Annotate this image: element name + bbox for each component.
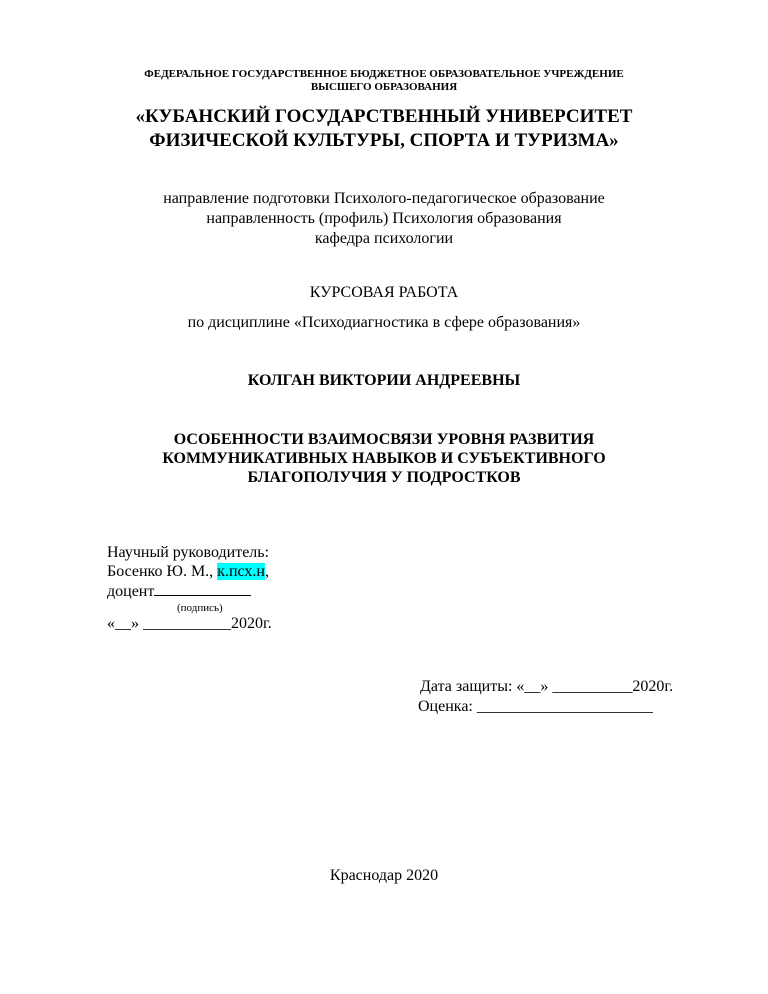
- defense-block: [420, 677, 673, 717]
- supervisor-degree-suffix: ,: [264, 563, 269, 580]
- work-title-line-1: ОСОБЕННОСТИ ВЗАИМОСВЯЗИ УРОВНЯ РАЗВИТИЯ: [173, 431, 595, 448]
- institution-header: [0, 68, 768, 94]
- supervisor-name: Босенко Ю. М.,: [107, 563, 218, 580]
- defense-grade: Оценка: ______________________: [418, 698, 653, 715]
- discipline: по дисциплине «Психодиагностика в сфере образования»: [187, 314, 581, 331]
- signature-caption: (подпись): [177, 602, 223, 614]
- city-year: Краснодар 2020: [329, 867, 439, 884]
- university-line-1: «КУБАНСКИЙ ГОСУДАРСТВЕННЫЙ УНИВЕРСИТЕТ: [135, 106, 633, 127]
- institution-line-1: ФЕДЕРАЛЬНОЕ ГОСУДАРСТВЕННОЕ БЮДЖЕТНОЕ ОБРАЗОВАТЕЛЬНОЕ УЧРЕЖДЕНИЕ: [144, 68, 624, 80]
- supervisor-position: доцент: [107, 583, 155, 600]
- supervisor-block: [107, 543, 272, 633]
- department: кафедра психологии: [314, 230, 454, 247]
- supervisor-date: «__» ___________2020г.: [107, 615, 272, 632]
- signature-line: [154, 581, 251, 596]
- work-title: [0, 430, 768, 487]
- supervisor-name-line: [107, 562, 272, 581]
- work-type: КУРСОВАЯ РАБОТА: [309, 284, 459, 301]
- program-profile: направленность (профиль) Психология образования: [206, 210, 562, 227]
- university-name: [0, 105, 768, 153]
- defense-date: Дата защиты: «__» __________2020г.: [420, 678, 674, 695]
- supervisor-label: Научный руководитель:: [107, 544, 270, 561]
- institution-line-2: ВЫСШЕГО ОБРАЗОВАНИЯ: [310, 81, 458, 93]
- work-title-line-2: КОММУНИКАТИВНЫХ НАВЫКОВ И СУБЪЕКТИВНОГО: [162, 450, 606, 467]
- university-line-2: ФИЗИЧЕСКОЙ КУЛЬТУРЫ, СПОРТА И ТУРИЗМА»: [149, 130, 619, 151]
- supervisor-degree: к.псх.н: [217, 563, 265, 580]
- work-title-line-3: БЛАГОПОЛУЧИЯ У ПОДРОСТКОВ: [247, 469, 521, 486]
- program-direction: направление подготовки Психолого-педагогическое образование: [163, 190, 605, 207]
- supervisor-position-line: [107, 581, 272, 601]
- program-info: [0, 189, 768, 249]
- author-name: КОЛГАН ВИКТОРИИ АНДРЕЕВНЫ: [247, 372, 521, 389]
